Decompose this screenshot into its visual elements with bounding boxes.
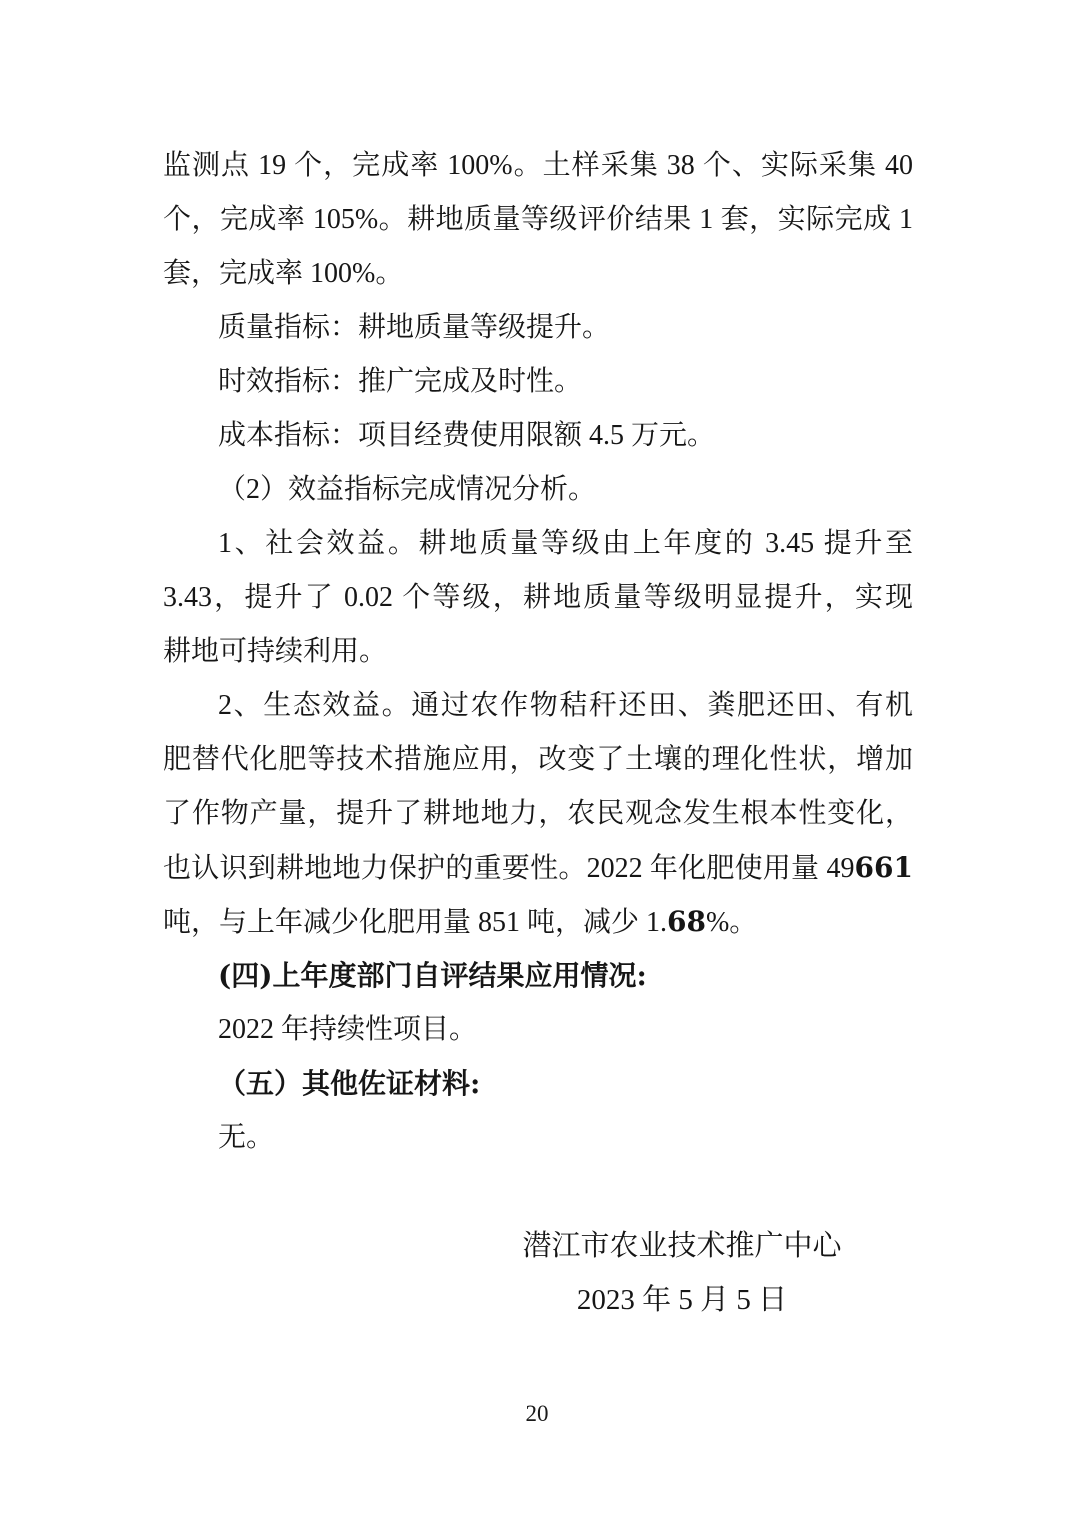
signature-date: 2023 年 5 月 5 日 (576, 1284, 788, 1316)
text-segment: 质量指标：耕地质量等级提升。 (218, 312, 611, 343)
text-segment: （五）其他佐证材料: (218, 1067, 481, 1100)
line-quality-indicator (163, 301, 913, 355)
section-5-heading (163, 1057, 913, 1111)
line-social-benefit-1 (163, 517, 913, 571)
line-benefit-analysis-heading (163, 463, 913, 517)
page-number: 20 (525, 1401, 549, 1426)
line-none (163, 1111, 913, 1165)
document-body (163, 139, 913, 1165)
text-segment: 耕地可持续利用。 (163, 636, 388, 667)
text-segment: 无。 (218, 1122, 275, 1153)
text-segment: 吨，与上年减少化肥用量 851 吨，减少 1. (163, 907, 668, 938)
text-segment: 2022 年持续性项目。 (218, 1014, 478, 1045)
page-footer (0, 1399, 1074, 1429)
text-segment: 2、生态效益。通过农作物秸秆还田、粪肥还田、有机 (218, 690, 913, 721)
line-social-benefit-2 (163, 571, 913, 625)
text-segment: 时效指标：推广完成及时性。 (218, 366, 583, 397)
line-monitoring-points (163, 139, 913, 193)
text-segment: %。 (705, 907, 758, 938)
section-4-heading (163, 949, 913, 1003)
text-segment: 3.43，提升了 0.02 个等级，耕地质量等级明显提升，实现 (163, 582, 913, 613)
line-completion-rate-105 (163, 193, 913, 247)
line-eco-benefit-3 (163, 787, 913, 841)
text-segment: 套，完成率 100%。 (163, 258, 404, 289)
text-segment: 肥替代化肥等技术措施应用，改变了土壤的理化性状，增加 (163, 744, 913, 775)
line-social-benefit-3 (163, 625, 913, 679)
line-eco-benefit-1 (163, 679, 913, 733)
line-eco-benefit-5 (163, 895, 913, 949)
line-timeliness-indicator (163, 355, 913, 409)
signature-organization: 潜江市农业技术推广中心 (522, 1230, 842, 1262)
text-segment: 了作物产量，提升了耕地地力，农民观念发生根本性变化， (163, 798, 913, 829)
text-segment: 68 (667, 905, 706, 938)
text-segment: 661 (854, 851, 913, 884)
line-cost-indicator (163, 409, 913, 463)
text-segment: 成本指标：项目经费使用限额 4.5 万元。 (218, 420, 716, 451)
line-continuous-project (163, 1003, 913, 1057)
text-segment: （2）效益指标完成情况分析。 (218, 474, 597, 505)
line-completion-rate-100 (163, 247, 913, 301)
line-eco-benefit-2 (163, 733, 913, 787)
signature-block (290, 1219, 1074, 1327)
text-segment: 1、社会效益。耕地质量等级由上年度的 3.45 提升至 (218, 528, 913, 559)
text-segment: 个，完成率 105%。耕地质量等级评价结果 1 套，实际完成 1 (163, 204, 913, 235)
text-segment: 监测点 19 个，完成率 100%。土样采集 38 个、实际采集 40 (163, 150, 913, 181)
line-eco-benefit-4 (163, 841, 913, 895)
text-segment: (四)上年度部门自评结果应用情况: (218, 959, 647, 992)
text-segment: 也认识到耕地地力保护的重要性。2022 年化肥使用量 49 (163, 853, 855, 884)
